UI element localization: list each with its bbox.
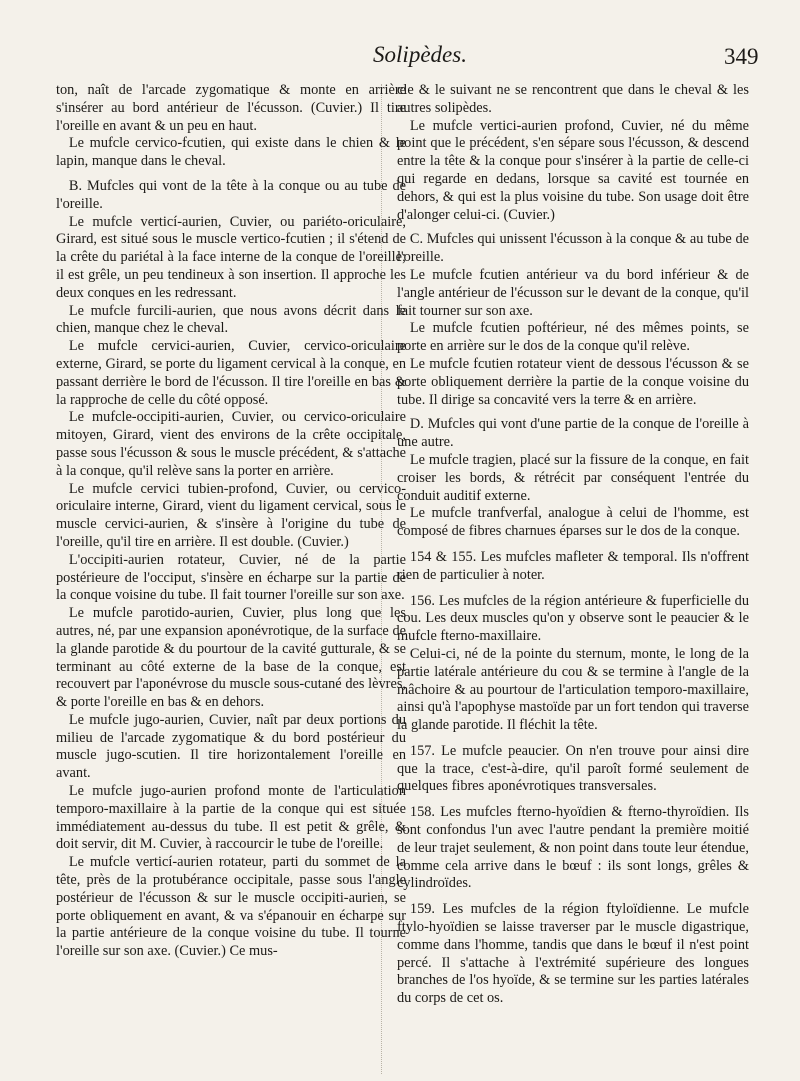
paragraph: 158. Les mufcles fterno-hyoïdien & fterno-thyroïdien. Ils sont confondus l'un avec l'autre pendant la première moitié de leur trajet seulement, & non point dans toute leur étendue, comme cela arrive dans le bœuf : ils sont longs, grêles & cylindroïdes.: [397, 804, 749, 892]
paragraph: 159. Les mufcles de la région ftyloïdienne. Le mufcle ftylo-hyoïdien se laisse traverser par le muscle digastrique, comme dans l'homme, tandis que dans le bœuf il n'est point percé. Il s'attache à l'extrémité supérieure des longues branches de l'os hyoïde, & se termine sur les parties latérales du corps de cet os.: [397, 901, 749, 1007]
page-number: 349: [724, 44, 759, 69]
section-heading: D. Mufcles qui vont d'une partie de la conque de l'oreille à une autre.: [397, 416, 749, 451]
paragraph: Le mufcle fcutien antérieur va du bord inférieur & de l'angle antérieur de l'écusson sur le devant de la conque, qu'il fait tourner sur son axe.: [397, 266, 749, 319]
paragraph: Le mufcle furcili-aurien, que nous avons décrit dans le chien, manque chez le cheval.: [56, 302, 406, 337]
paragraph: Le mufcle vertici-aurien profond, Cuvier, né du même point que le précédent, s'en sépare sous l'écusson, & descend entre la tête & la conque pour s'insérer à la partie de celle-ci qui regarde en dedans, lorsque sa cavité est tournée en dehors, & qui est la plus voisine du tube. Son usage doit être d'alonger celui-ci. (Cuvier.): [397, 117, 749, 223]
section-heading: B. Mufcles qui vont de la tête à la conque ou au tube de l'oreille.: [56, 177, 406, 212]
running-head: [0, 40, 800, 74]
paragraph: Le mufcle jugo-aurien, Cuvier, naît par deux portions du milieu de l'arcade zygomatique & du bord postérieur du muscle jugo-scutien. Il tire horizontalement l'oreille en avant.: [56, 711, 406, 782]
paragraph: Le mufcle fcutien rotateur vient de dessous l'écusson & se porte obliquement derrière la partie de la conque voisine du tube. Il dirige sa concavité vers la terre & en arrière.: [397, 355, 749, 408]
paragraph: Le mufcle cervici tubien-profond, Cuvier, ou cervico-oriculaire interne, Girard, vient du ligament cervical, sous le muscle cervici-aurien, & s'insère à l'origine du tube de l'oreille, qu'il tire en arrière. Il est double. (Cuvier.): [56, 480, 406, 550]
paragraph: Le mufcle jugo-aurien profond monte de l'articulation temporo-maxillaire à la partie de la conque qui est située immédiatement au-dessus du tube. Il est petit & grêle, & doit servir, dit M. Cuvier, à raccourcir le tube de l'oreille.: [56, 783, 406, 853]
paragraph: L'occipiti-aurien rotateur, Cuvier, né de la partie postérieure de l'occiput, s'insère en écharpe sur la partie de la conque voisine du tube. Il fait tourner l'oreille sur son axe.: [56, 551, 406, 604]
paragraph: Le mufcle cervici-aurien, Cuvier, cervico-oriculaire externe, Girard, se porte du ligament cervical à la conque, en passant derrière le bord de l'écusson. Il tire l'oreille en bas & la rapproche de celle du côté opposé.: [56, 338, 406, 408]
paragraph: 156. Les mufcles de la région antérieure & fuperficielle du cou. Les deux muscles qu'on y observe sont le peaucier & le mufcle fterno-maxillaire.: [397, 592, 749, 645]
paragraph: 157. Le mufcle peaucier. On n'en trouve pour ainsi dire que la trace, c'est-à-dire, qu'il paroît formé seulement de quelques fibres aponévrotiques transversales.: [397, 742, 749, 795]
paragraph: Le mufcle-occipiti-aurien, Cuvier, ou cervico-oriculaire mitoyen, Girard, vient des environs de la crête occipitale, passe sous l'écusson & sous le muscle précédent, & s'attache à la conque, qu'il relève sans la porter en arrière.: [56, 409, 406, 479]
paragraph: Le mufcle cervico-fcutien, qui existe dans le chien & le lapin, manque dans le cheval.: [56, 135, 406, 170]
paragraph: Le mufcle tragien, placé sur la fissure de la conque, en fait croiser les bords, & rétrécit par conséquent l'entrée du conduit auditif externe.: [397, 451, 749, 504]
left-column: [56, 82, 406, 961]
paragraph: Le mufcle tranfverfal, analogue à celui de l'homme, est composé de fibres charnues éparses sur le dos de la conque.: [397, 505, 749, 540]
paragraph: Le mufcle verticí-aurien, Cuvier, ou pariéto-oriculaire, Girard, est situé sous le muscle vertico-fcutien ; il s'étend de la crête du pariétal à la face interne de la conque de l'oreille; il est grêle, un peu tendineux à son insertion. Il approche les deux conques en les redressant.: [56, 213, 406, 301]
paragraph: Celui-ci, né de la pointe du sternum, monte, le long de la partie latérale antérieure du cou & se termine à l'angle de la mâchoire & au pourtour de l'articulation temporo-maxillaire, ainsi qu'à l'apophyse mastoïde par un fort tendon qui traverse la glande parotide. Il fléchit la tête.: [397, 645, 749, 734]
running-title: Solipèdes.: [373, 42, 467, 67]
paragraph: Le mufcle verticí-aurien rotateur, parti du sommet de la tête, près de la protubérance occipitale, passe sous l'angle postérieur de l'écusson & sur le muscle occipiti-aurien, se porte obliquement en avant, & va s'épanouir en écharpe sur la partie antérieure de la conque voisine du tube. Il tourne l'oreille sur son axe. (Cuvier.) Ce mus-: [56, 854, 406, 960]
paragraph: ton, naît de l'arcade zygomatique & monte en arrière s'insérer au bord antérieur de l'écusson. (Cuvier.) Il tire l'oreille en avant & un peu en haut.: [56, 82, 406, 134]
paragraph: 154 & 155. Les mufcles mafleter & temporal. Ils n'offrent rien de particulier à noter.: [397, 548, 749, 583]
right-column: [397, 82, 749, 1008]
paragraph: cle & le suivant ne se rencontrent que dans le cheval & les autres solipèdes.: [397, 82, 749, 116]
paragraph: Le mufcle parotido-aurien, Cuvier, plus long que les autres, né, par une expansion aponévrotique, de la surface de la glande parotide & du pourtour de la cavité gutturale, & se terminant au côté externe de la base de la conque, est recouvert par l'aponévrose du muscle sous-cutané des lèvres, & porte l'oreille en bas & en dehors.: [56, 605, 406, 711]
section-heading: C. Mufcles qui unissent l'écusson à la conque & au tube de l'oreille.: [397, 231, 749, 266]
paragraph: Le mufcle fcutien poftérieur, né des mêmes points, se porte en arrière sur le dos de la conque qu'il relève.: [397, 320, 749, 355]
